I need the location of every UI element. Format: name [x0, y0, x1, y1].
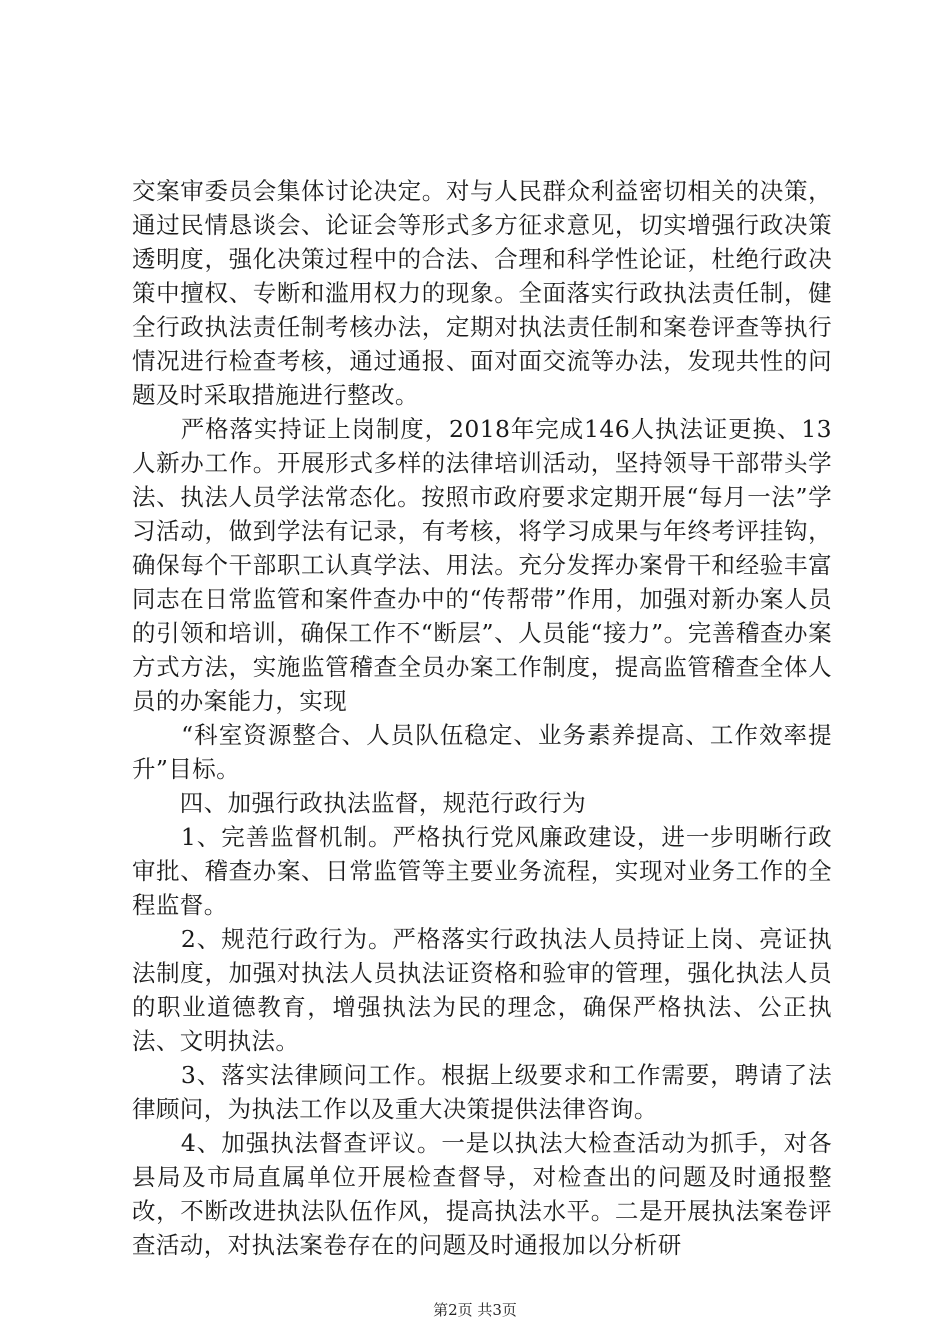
paragraph-item-3: 3、落实法律顾问工作。根据上级要求和工作需要，聘请了法律顾问，为执法工作以及重大决策提供法律咨询。: [132, 1061, 832, 1123]
paragraph-item-2: 2、规范行政行为。严格落实行政执法人员持证上岗、亮证执法制度，加强对执法人员执法证资格和验审的管理，强化执法人员的职业道德教育，增强执法为民的理念，确保严格执法、公正执法、文明执法。: [132, 925, 832, 1055]
page-number-footer: 第2页 共3页: [433, 1301, 517, 1319]
document-body: [132, 174, 832, 1262]
paragraph-goals: “科室资源整合、人员队伍稳定、业务素养提高、工作效率提升”目标。: [132, 721, 832, 783]
section-heading-supervision: 四、加强行政执法监督，规范行政行为: [132, 789, 587, 817]
paragraph-certification: 严格落实持证上岗制度，2018年完成146人执法证更换、13人新办工作。开展形式多样的法律培训活动，坚持领导干部带头学法、执法人员学法常态化。按照市政府要求定期开展“每月一法”学习活动，做到学法有记录，有考核，将学习成果与年终考评挂钩，确保每个干部职工认真学法、用法。充分发挥办案骨干和经验丰富同志在日常监管和案件查办中的“传帮带”作用，加强对新办案人员的引领和培训，确保工作不“断层”、人员能“接力”。完善稽查办案方式方法，实施监管稽查全员办案工作制度，提高监管稽查全体人员的办案能力，实现: [132, 415, 832, 715]
paragraph-decision-making: 交案审委员会集体讨论决定。对与人民群众利益密切相关的决策，通过民情恳谈会、论证会等形式多方征求意见，切实增强行政决策透明度，强化决策过程中的合法、合理和科学性论证，杜绝行政决策中擅权、专断和滥用权力的现象。全面落实行政执法责任制，健全行政执法责任制考核办法，定期对执法责任制和案卷评查等执行情况进行检查考核，通过通报、面对面交流等办法，发现共性的问题及时采取措施进行整改。: [132, 177, 832, 409]
paragraph-item-1: 1、完善监督机制。严格执行党风廉政建设，进一步明晰行政审批、稽查办案、日常监管等主要业务流程，实现对业务工作的全程监督。: [132, 823, 832, 919]
paragraph-item-4: 4、加强执法督查评议。一是以执法大检查活动为抓手，对各县局及市局直属单位开展检查督导，对检查出的问题及时通报整改，不断改进执法队伍作风，提高执法水平。二是开展执法案卷评查活动，对执法案卷存在的问题及时通报加以分析研: [132, 1129, 832, 1259]
